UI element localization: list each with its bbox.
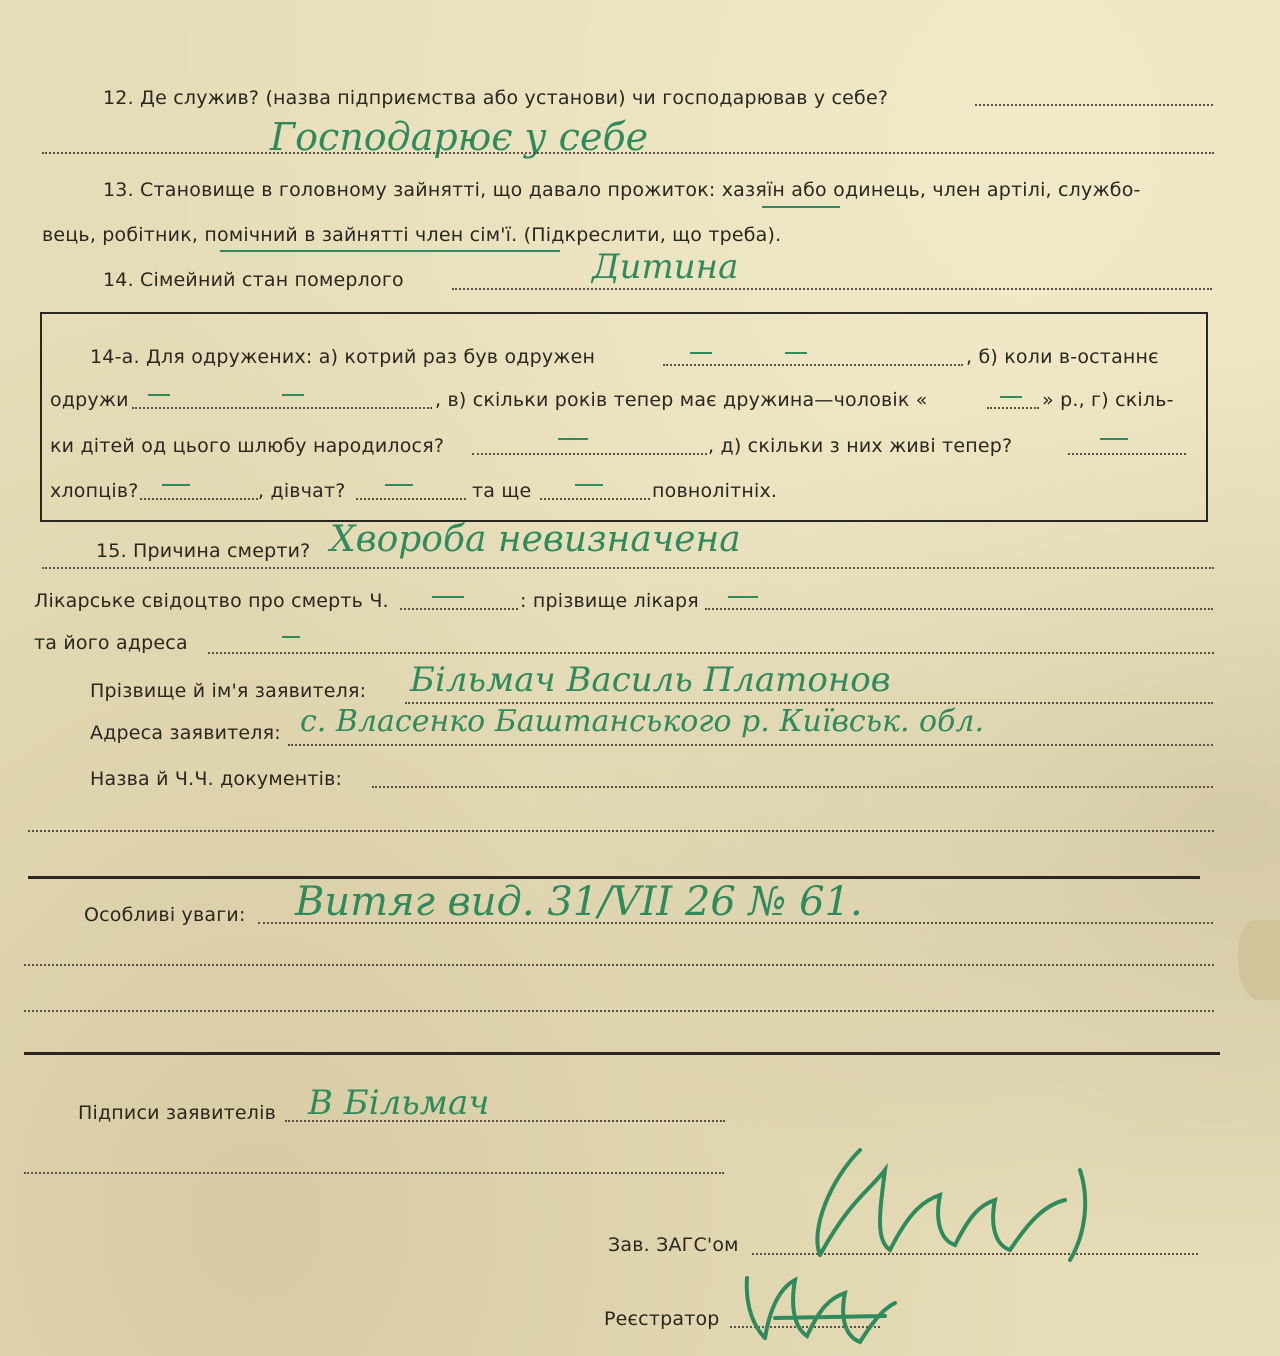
- q13-underline-owner: [762, 206, 840, 208]
- notes-label: Особливі уваги:: [84, 904, 246, 926]
- signatures-line: [285, 1120, 725, 1122]
- q14a-dash-10: [575, 484, 603, 486]
- q12-line: [975, 104, 1213, 106]
- q14a-dash-8: [162, 484, 190, 486]
- registrar-signature: [735, 1258, 905, 1356]
- q14a-line1-a: 14-а. Для одружених: а) котрий раз був одружен: [90, 346, 596, 368]
- q14-label: 14. Сімейний стан померлого: [103, 269, 404, 291]
- doctor-dash: [728, 596, 758, 598]
- torn-edge: [1238, 920, 1280, 1000]
- q14a-line2-dots: [132, 407, 432, 409]
- applicant-addr-value: с. Власенко Баштанського р. Київськ. обл.: [300, 704, 985, 739]
- q14a-line2-c: » р., г) скіль-: [1042, 389, 1174, 411]
- q14a-dash-2: [785, 352, 807, 354]
- q14a-dash-3: [148, 394, 170, 396]
- q14a-line4-dots-3: [540, 498, 650, 500]
- q14a-line2-dots-2: [987, 407, 1039, 409]
- signatures-value: В Більмач: [308, 1083, 490, 1123]
- signatures-line-2: [24, 1172, 724, 1174]
- q14a-dash-7: [1100, 438, 1128, 440]
- q14a-dash-6: [558, 438, 588, 440]
- doctor-line: [705, 608, 1213, 610]
- notes-line-2: [24, 964, 1214, 966]
- q13-underline-helper: [220, 250, 560, 252]
- q12-answer: Господарює у себе: [270, 115, 649, 159]
- q14a-line3-dots-2: [1068, 453, 1186, 455]
- q14a-dash-4: [282, 394, 304, 396]
- q15-answer: Хвороба невизначена: [330, 519, 741, 560]
- docs-line-2: [28, 830, 1214, 832]
- head-label: Зав. ЗАГС'ом: [608, 1234, 739, 1256]
- applicant-name-value: Бiльмач Василь Платонов: [410, 660, 891, 700]
- q14a-dash-9: [385, 484, 413, 486]
- q13-line2: вець, робітник, помічний в зайнятті член сім'ї. (Підкреслити, що треба).: [42, 224, 782, 246]
- q14a-line2-b: , в) скільки років тепер має дружина—чоловік «: [435, 389, 928, 411]
- q14a-line3-b: , д) скільки з них живі тепер?: [708, 435, 1013, 457]
- q14a-line1-dots: [663, 364, 963, 366]
- q14a-box: [40, 312, 1208, 522]
- head-signature: [790, 1140, 1110, 1270]
- q14a-dash-5: [1000, 396, 1022, 398]
- q14a-line2-a: одружи: [50, 389, 129, 411]
- cert-line: [400, 608, 518, 610]
- docs-line: [372, 786, 1213, 788]
- signatures-label: Підписи заявителів: [78, 1102, 277, 1124]
- q14-line: [452, 288, 1212, 290]
- section-rule-2: [24, 1052, 1220, 1055]
- q15-label: 15. Причина смерти?: [96, 540, 311, 562]
- q12-line-2: [42, 152, 1214, 154]
- q14a-line3-dots: [472, 453, 707, 455]
- doctor-label: : прізвище лікаря: [520, 590, 699, 612]
- doctor-addr-dash: [282, 636, 300, 638]
- doctor-addr-label: та його адреса: [34, 632, 188, 654]
- cert-dash: [432, 596, 464, 598]
- q14-answer: Дитина: [592, 247, 739, 287]
- q14a-line4-b: , дівчат?: [258, 480, 346, 502]
- q14a-dash-1: [690, 352, 712, 354]
- applicant-addr-label: Адреса заявителя:: [90, 722, 281, 744]
- doctor-addr-line: [208, 652, 1214, 654]
- notes-line-3: [24, 1010, 1214, 1012]
- notes-value: Витяг вид. 31/VII 26 № 61.: [295, 879, 863, 925]
- applicant-name-label: Прізвище й ім'я заявителя:: [90, 680, 367, 702]
- q14a-line4-d: повнолітніх.: [652, 480, 778, 502]
- q14a-line4-dots-1: [140, 498, 258, 500]
- cert-label: Лікарське свідоцтво про смерть Ч.: [34, 590, 389, 612]
- q14a-line3-a: ки дітей од цього шлюбу народилося?: [50, 435, 445, 457]
- q14a-line1-b: , б) коли в-останнє: [966, 346, 1159, 368]
- registrar-label: Реєстратор: [604, 1308, 720, 1330]
- q12-label: 12. Де служив? (назва підприємства або установи) чи господарював у себе?: [103, 87, 889, 109]
- applicant-addr-line: [288, 744, 1213, 746]
- q14a-line4-dots-2: [356, 498, 466, 500]
- q13-line1: 13. Становище в головному зайнятті, що давало прожиток: хазяїн або одинець, член артілі, службо-: [103, 179, 1141, 201]
- q14a-line4-c: та ще: [472, 480, 532, 502]
- notes-line: [258, 922, 1213, 924]
- q15-line: [42, 567, 1214, 569]
- q14a-line4-a: хлопців?: [50, 480, 139, 502]
- docs-label: Назва й Ч.Ч. документів:: [90, 768, 343, 790]
